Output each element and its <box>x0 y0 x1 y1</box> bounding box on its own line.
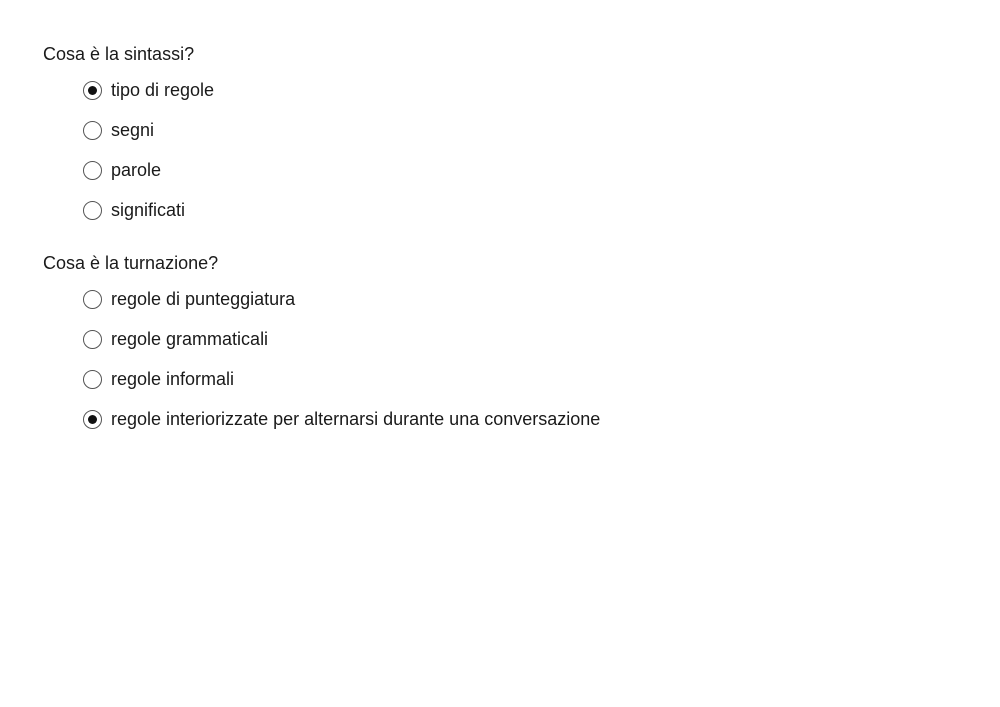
option-regole-informali[interactable] <box>43 359 943 399</box>
radio-button[interactable] <box>83 201 102 220</box>
option-significati[interactable] <box>43 190 943 230</box>
option-label: regole informali <box>111 369 235 389</box>
radio-selected-dot-icon <box>88 415 97 424</box>
option-label: regole grammaticali <box>111 329 269 349</box>
radio-selected-dot-icon <box>88 86 97 95</box>
radio-button[interactable] <box>83 121 102 140</box>
option-label: regole interiorizzate per alternarsi durante una conversazione <box>111 409 601 429</box>
option-label: segni <box>111 120 155 140</box>
option-regole-grammaticali[interactable] <box>43 319 943 359</box>
quiz-form <box>43 42 943 460</box>
radio-button[interactable] <box>83 290 102 309</box>
radio-button[interactable] <box>83 161 102 180</box>
option-label: parole <box>111 160 162 180</box>
radio-button[interactable] <box>83 330 102 349</box>
option-label: tipo di regole <box>111 80 215 100</box>
option-label: significati <box>111 200 186 220</box>
radio-button[interactable] <box>83 370 102 389</box>
question-syntax <box>43 42 943 230</box>
question-text: Cosa è la turnazione? <box>43 253 219 273</box>
option-regole-di-punteggiatura[interactable] <box>43 279 943 319</box>
radio-button[interactable] <box>83 81 102 100</box>
option-parole[interactable] <box>43 150 943 190</box>
option-tipo-di-regole[interactable] <box>43 70 943 110</box>
radio-button[interactable] <box>83 410 102 429</box>
option-segni[interactable] <box>43 110 943 150</box>
option-regole-interiorizzate[interactable] <box>43 399 943 439</box>
question-turn-taking <box>43 251 943 439</box>
question-text: Cosa è la sintassi? <box>43 44 195 64</box>
option-label: regole di punteggiatura <box>111 289 296 309</box>
